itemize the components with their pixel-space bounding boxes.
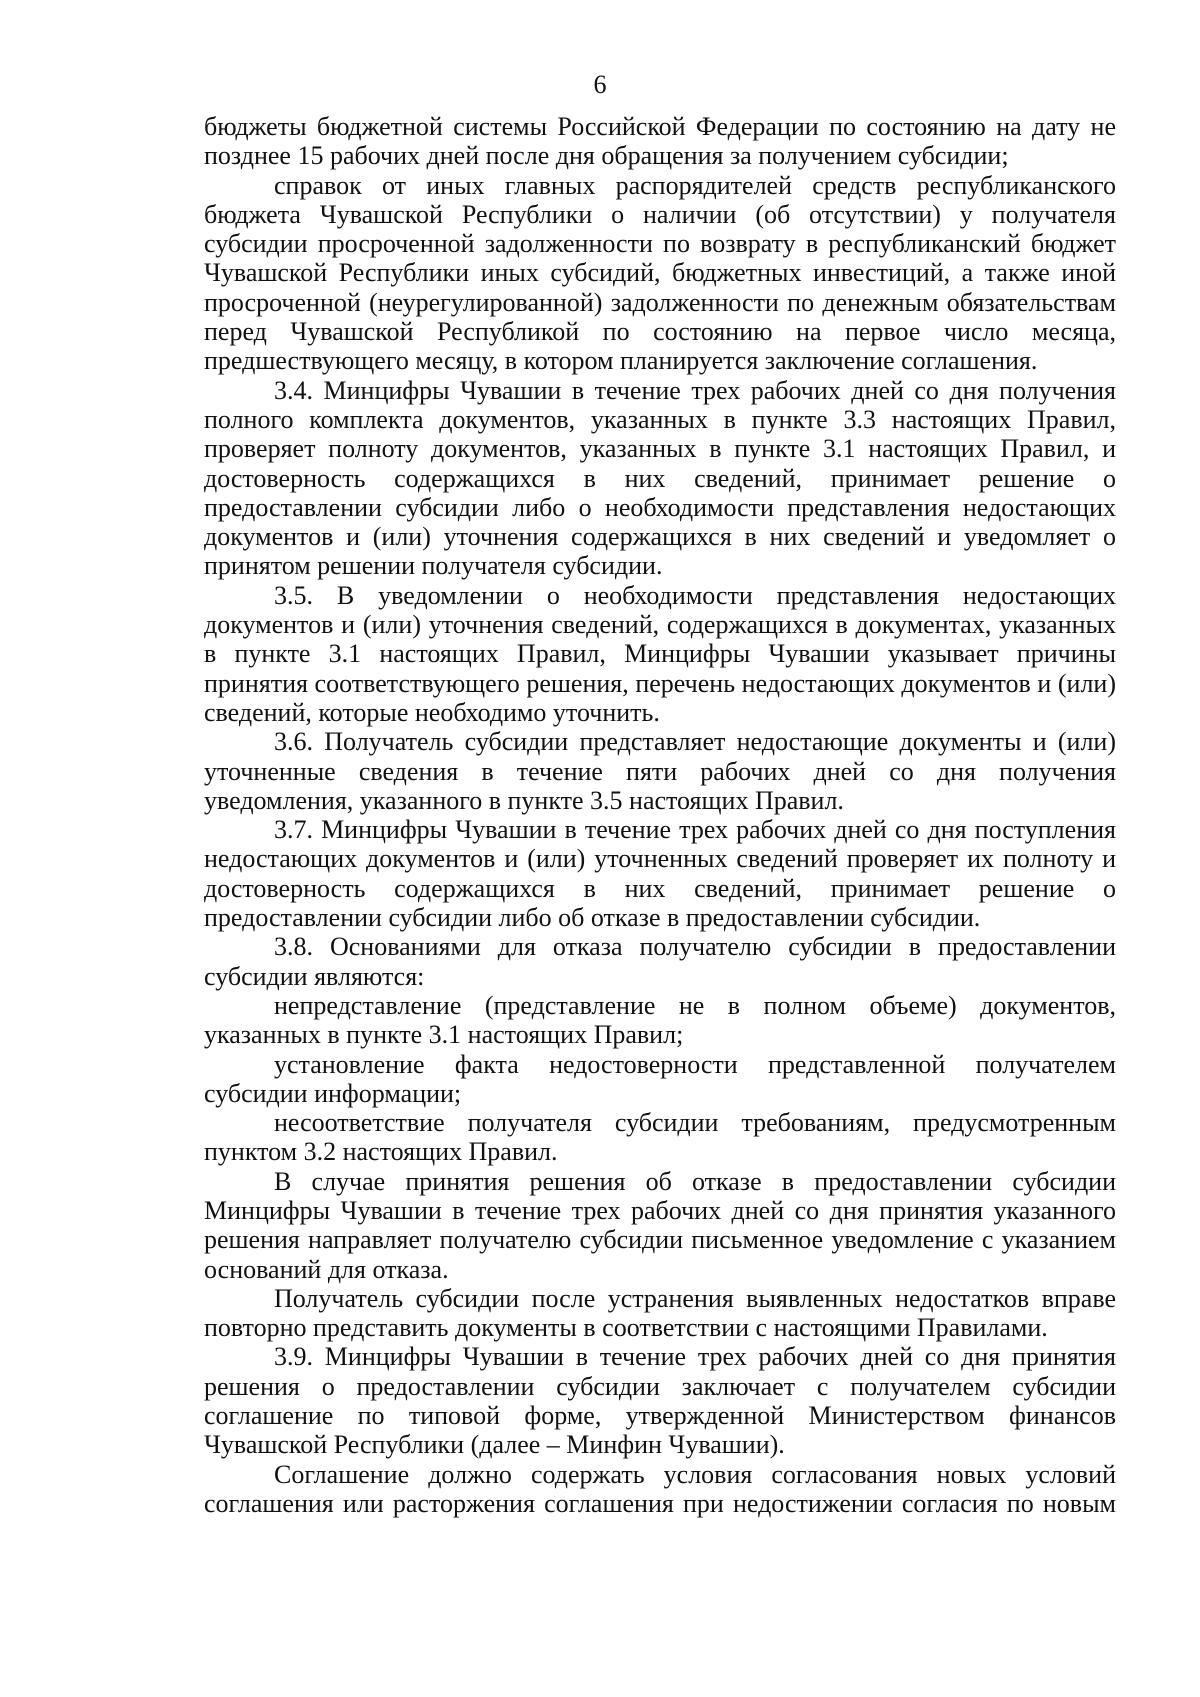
paragraph-budgets-certificate-date: бюджеты бюджетной системы Российской Федерации по состоянию на дату не позднее 15 рабочих дней после дня обращения за получением субсидии; [204,112,1116,171]
paragraph-3-7: 3.7. Минцифры Чувашии в течение трех рабочих дней со дня поступления недостающих документов и (или) уточненных сведений проверяет их полноту и достоверность содержащихся в них сведений, принимает решение о предоставлении субсидии либо об отказе в предоставлении субсидии. [204,815,1116,933]
paragraph-refusal-ground-unreliable-info: установление факта недостоверности представленной получателем субсидии информации; [204,1049,1116,1108]
paragraph-3-8: 3.8. Основаниями для отказа получателю субсидии в предоставлении субсидии являются: [204,932,1116,991]
paragraph-refusal-ground-nonsubmission: непредставление (представление не в полном объеме) документов, указанных в пункте 3.1 настоящих Правил; [204,990,1116,1050]
paragraph-3-5: 3.5. В уведомлении о необходимости представления недостающих документов и (или) уточнения сведений, содержащихся в документах, указанных в пункте 3.1 настоящих Правил, Минцифры Чувашии указывает причины принятия соответствующего решения, перечень недостающих документов и (или) сведений, которые необходимо уточнить. [204,580,1116,727]
paragraph-3-6: 3.6. Получатель субсидии представляет недостающие документы и (или) уточненные сведения в течение пяти рабочих дней со дня получения уведомления, указанного в пункте 3.5 настоящих Правил. [204,727,1116,815]
paragraph-3-4: 3.4. Минцифры Чувашии в течение трех рабочих дней со дня получения полного комплекта документов, указанных в пункте 3.3 настоящих Правил, проверяет полноту документов, указанных в пункте 3.1 настоящих Правил, и достоверность содержащихся в них сведений, принимает решение о предоставлении субсидии либо о необходимости представления недостающих документов и (или) уточнения содержащихся в них сведений и уведомляет о принятом решении получателя субсидии. [204,375,1116,581]
paragraph-refusal-notification: В случае принятия решения об отказе в предоставлении субсидии Минцифры Чувашии в течение трех рабочих дней со дня принятия указанного решения направляет получателю субсидии письменное уведомление с указанием оснований для отказа. [204,1166,1116,1284]
document-body [204,112,1116,1518]
paragraph-agreement-conditions: Соглашение должно содержать условия согласования новых условий соглашения или расторжения соглашения при недостижении согласия по новым [204,1459,1116,1518]
paragraph-certificates-other-administrators: справок от иных главных распорядителей средств республиканского бюджета Чувашской Республики о наличии (об отсутствии) у получателя субсидии просроченной задолженности по возврату в республиканский бюджет Чувашской Республики иных субсидий, бюджетных инвестиций, а также иной просроченной (неурегулированной) задолженности по денежным обязательствам перед Чувашской Республикой по состоянию на первое число месяца, предшествующего месяцу, в котором планируется заключение соглашения. [204,170,1116,376]
paragraph-resubmission: Получатель субсидии после устранения выявленных недостатков вправе повторно представить документы в соответствии с настоящими Правилами. [204,1283,1116,1343]
paragraph-3-9: 3.9. Минцифры Чувашии в течение трех рабочих дней со дня принятия решения о предоставлении субсидии заключает с получателем субсидии соглашение по типовой форме, утвержденной Министерством финансов Чувашской Республики (далее – Минфин Чувашии). [204,1342,1116,1460]
paragraph-refusal-ground-noncompliance: несоответствие получателя субсидии требованиям, предусмотренным пунктом 3.2 настоящих Правил. [204,1108,1116,1167]
page-number: 6 [593,70,607,99]
